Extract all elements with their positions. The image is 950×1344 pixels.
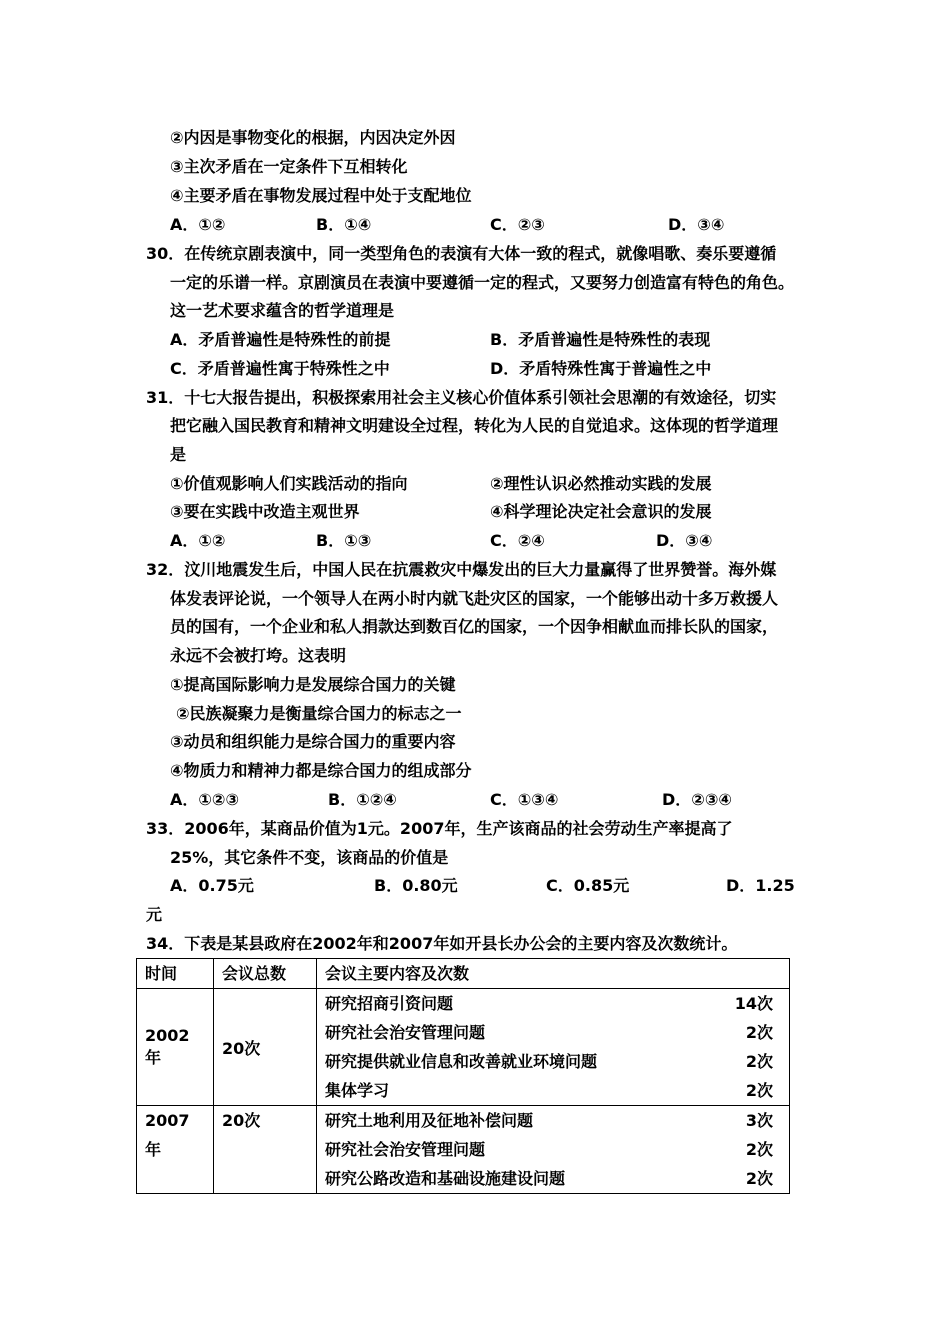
q32-option-c: C．①③④ — [490, 790, 559, 809]
q32-option-a: A．①②③ — [170, 790, 240, 809]
year-cell: 2002年 — [137, 989, 214, 1106]
q31-option-c: C．②④ — [490, 531, 545, 550]
header-content: 会议主要内容及次数 — [317, 959, 790, 989]
q29-statement-3: ③主次矛盾在一定条件下互相转化 — [170, 157, 408, 176]
list-item — [325, 1164, 781, 1193]
q29-statement-4: ④主要矛盾在事物发展过程中处于支配地位 — [170, 186, 472, 205]
list-item — [325, 1135, 781, 1164]
q32-statement-2: ②民族凝聚力是衡量综合国力的标志之一 — [176, 704, 462, 723]
q30-stem-line2: 一定的乐谱一样。京剧演员在表演中要遵循一定的程式，又要努力创造富有特色的角色。 — [170, 273, 795, 292]
q34-stem: 34．下表是某县政府在2002年和2007年如开县长办公会的主要内容及次数统计。 — [146, 934, 738, 953]
q32-stem-line4: 永远不会被打垮。这表明 — [170, 646, 347, 665]
q30-option-a: A．矛盾普遍性是特殊性的前提 — [170, 330, 391, 349]
list-item — [325, 1106, 781, 1135]
q32-statement-3: ③动员和组织能力是综合国力的重要内容 — [170, 732, 456, 751]
q32-stem-line3: 员的国有，一个企业和私人捐款达到数百亿的国家，一个因争相献血而排长队的国家， — [170, 617, 779, 636]
q32-option-b: B．①②④ — [328, 790, 397, 809]
count-text: 2次 — [745, 1140, 773, 1159]
q29-option-a: A．①② — [170, 215, 226, 234]
q30-option-b: B．矛盾普遍性是特殊性的表现 — [490, 330, 711, 349]
q32-stem-line1: 32．汶川地震发生后，中国人民在抗震救灾中爆发出的巨大力量赢得了世界赞誉。海外媒 — [146, 560, 777, 579]
q32-statement-1: ①提高国际影响力是发展综合国力的关键 — [170, 675, 456, 694]
list-item — [325, 1076, 781, 1105]
q33-option-a: A．0.75元 — [170, 876, 254, 895]
total-cell: 20次 — [214, 1106, 317, 1194]
year-cell: 2007年 — [137, 1106, 214, 1194]
topic-text: 研究公路改造和基础设施建设问题 — [325, 1169, 566, 1188]
q32-option-d: D．②③④ — [662, 790, 732, 809]
topic-text: 研究提供就业信息和改善就业环境问题 — [325, 1052, 598, 1071]
topic-text: 研究招商引资问题 — [325, 994, 454, 1013]
count-text: 2次 — [745, 1169, 773, 1188]
header-time: 时间 — [137, 959, 214, 989]
q30-option-d: D．矛盾特殊性寓于普遍性之中 — [490, 359, 712, 378]
list-item — [325, 1047, 781, 1076]
q31-statement-4: ④科学理论决定社会意识的发展 — [490, 502, 712, 521]
q31-option-d: D．③④ — [656, 531, 713, 550]
q32-statement-4: ④物质力和精神力都是综合国力的组成部分 — [170, 761, 472, 780]
count-text: 3次 — [745, 1111, 773, 1130]
table-row-2002 — [137, 989, 790, 1106]
q31-statement-3: ③要在实践中改造主观世界 — [170, 502, 360, 521]
q33-stem-line1: 33．2006年，某商品价值为1元。2007年，生产该商品的社会劳动生产率提高了 — [146, 819, 733, 838]
q33-option-c: C．0.85元 — [546, 876, 630, 895]
q32-stem-line2: 体发表评论说，一个领导人在两小时内就飞赴灾区的国家，一个能够出动十多万救援人 — [170, 589, 779, 608]
table-header-row — [137, 959, 790, 989]
header-total: 会议总数 — [214, 959, 317, 989]
content-cell — [317, 1106, 790, 1194]
q30-option-c: C．矛盾普遍性寓于特殊性之中 — [170, 359, 390, 378]
topic-text: 研究社会治安管理问题 — [325, 1023, 486, 1042]
count-text: 2次 — [745, 1081, 773, 1100]
q31-stem-line3: 是 — [170, 445, 187, 464]
q31-option-a: A．①② — [170, 531, 226, 550]
meeting-statistics-table — [136, 958, 790, 1194]
table-row-2007 — [137, 1106, 790, 1194]
q33-option-d-unit: 元 — [146, 905, 163, 924]
content-cell — [317, 989, 790, 1106]
q29-option-c: C．②③ — [490, 215, 545, 234]
total-cell: 20次 — [214, 989, 317, 1106]
q31-option-b: B．①③ — [316, 531, 372, 550]
q31-stem-line2: 把它融入国民教育和精神文明建设全过程，转化为人民的自觉追求。这体现的哲学道理 — [170, 416, 779, 435]
topic-text: 集体学习 — [325, 1081, 390, 1100]
q31-stem-line1: 31．十七大报告提出，积极探索用社会主义核心价值体系引领社会思潮的有效途径，切实 — [146, 388, 777, 407]
q33-option-b: B．0.80元 — [374, 876, 458, 895]
count-text: 2次 — [745, 1023, 773, 1042]
q30-stem-line1: 30．在传统京剧表演中，同一类型角色的表演有大体一致的程式，就像唱歌、奏乐要遵循 — [146, 244, 777, 263]
q29-statement-2: ②内因是事物变化的根据，内因决定外因 — [170, 128, 456, 147]
q33-stem-line2: 25%，其它条件不变，该商品的价值是 — [170, 848, 449, 867]
q29-option-b: B．①④ — [316, 215, 372, 234]
q29-option-d: D．③④ — [668, 215, 725, 234]
list-item — [325, 1018, 781, 1047]
q33-option-d: D．1.25 — [726, 876, 795, 895]
q31-statement-1: ①价值观影响人们实践活动的指向 — [170, 474, 408, 493]
count-text: 2次 — [745, 1052, 773, 1071]
list-item — [325, 989, 781, 1018]
q30-stem-line3: 这一艺术要求蕴含的哲学道理是 — [170, 301, 395, 320]
topic-text: 研究社会治安管理问题 — [325, 1140, 486, 1159]
q31-statement-2: ②理性认识必然推动实践的发展 — [490, 474, 712, 493]
topic-text: 研究土地利用及征地补偿问题 — [325, 1111, 534, 1130]
count-text: 14次 — [734, 994, 773, 1013]
